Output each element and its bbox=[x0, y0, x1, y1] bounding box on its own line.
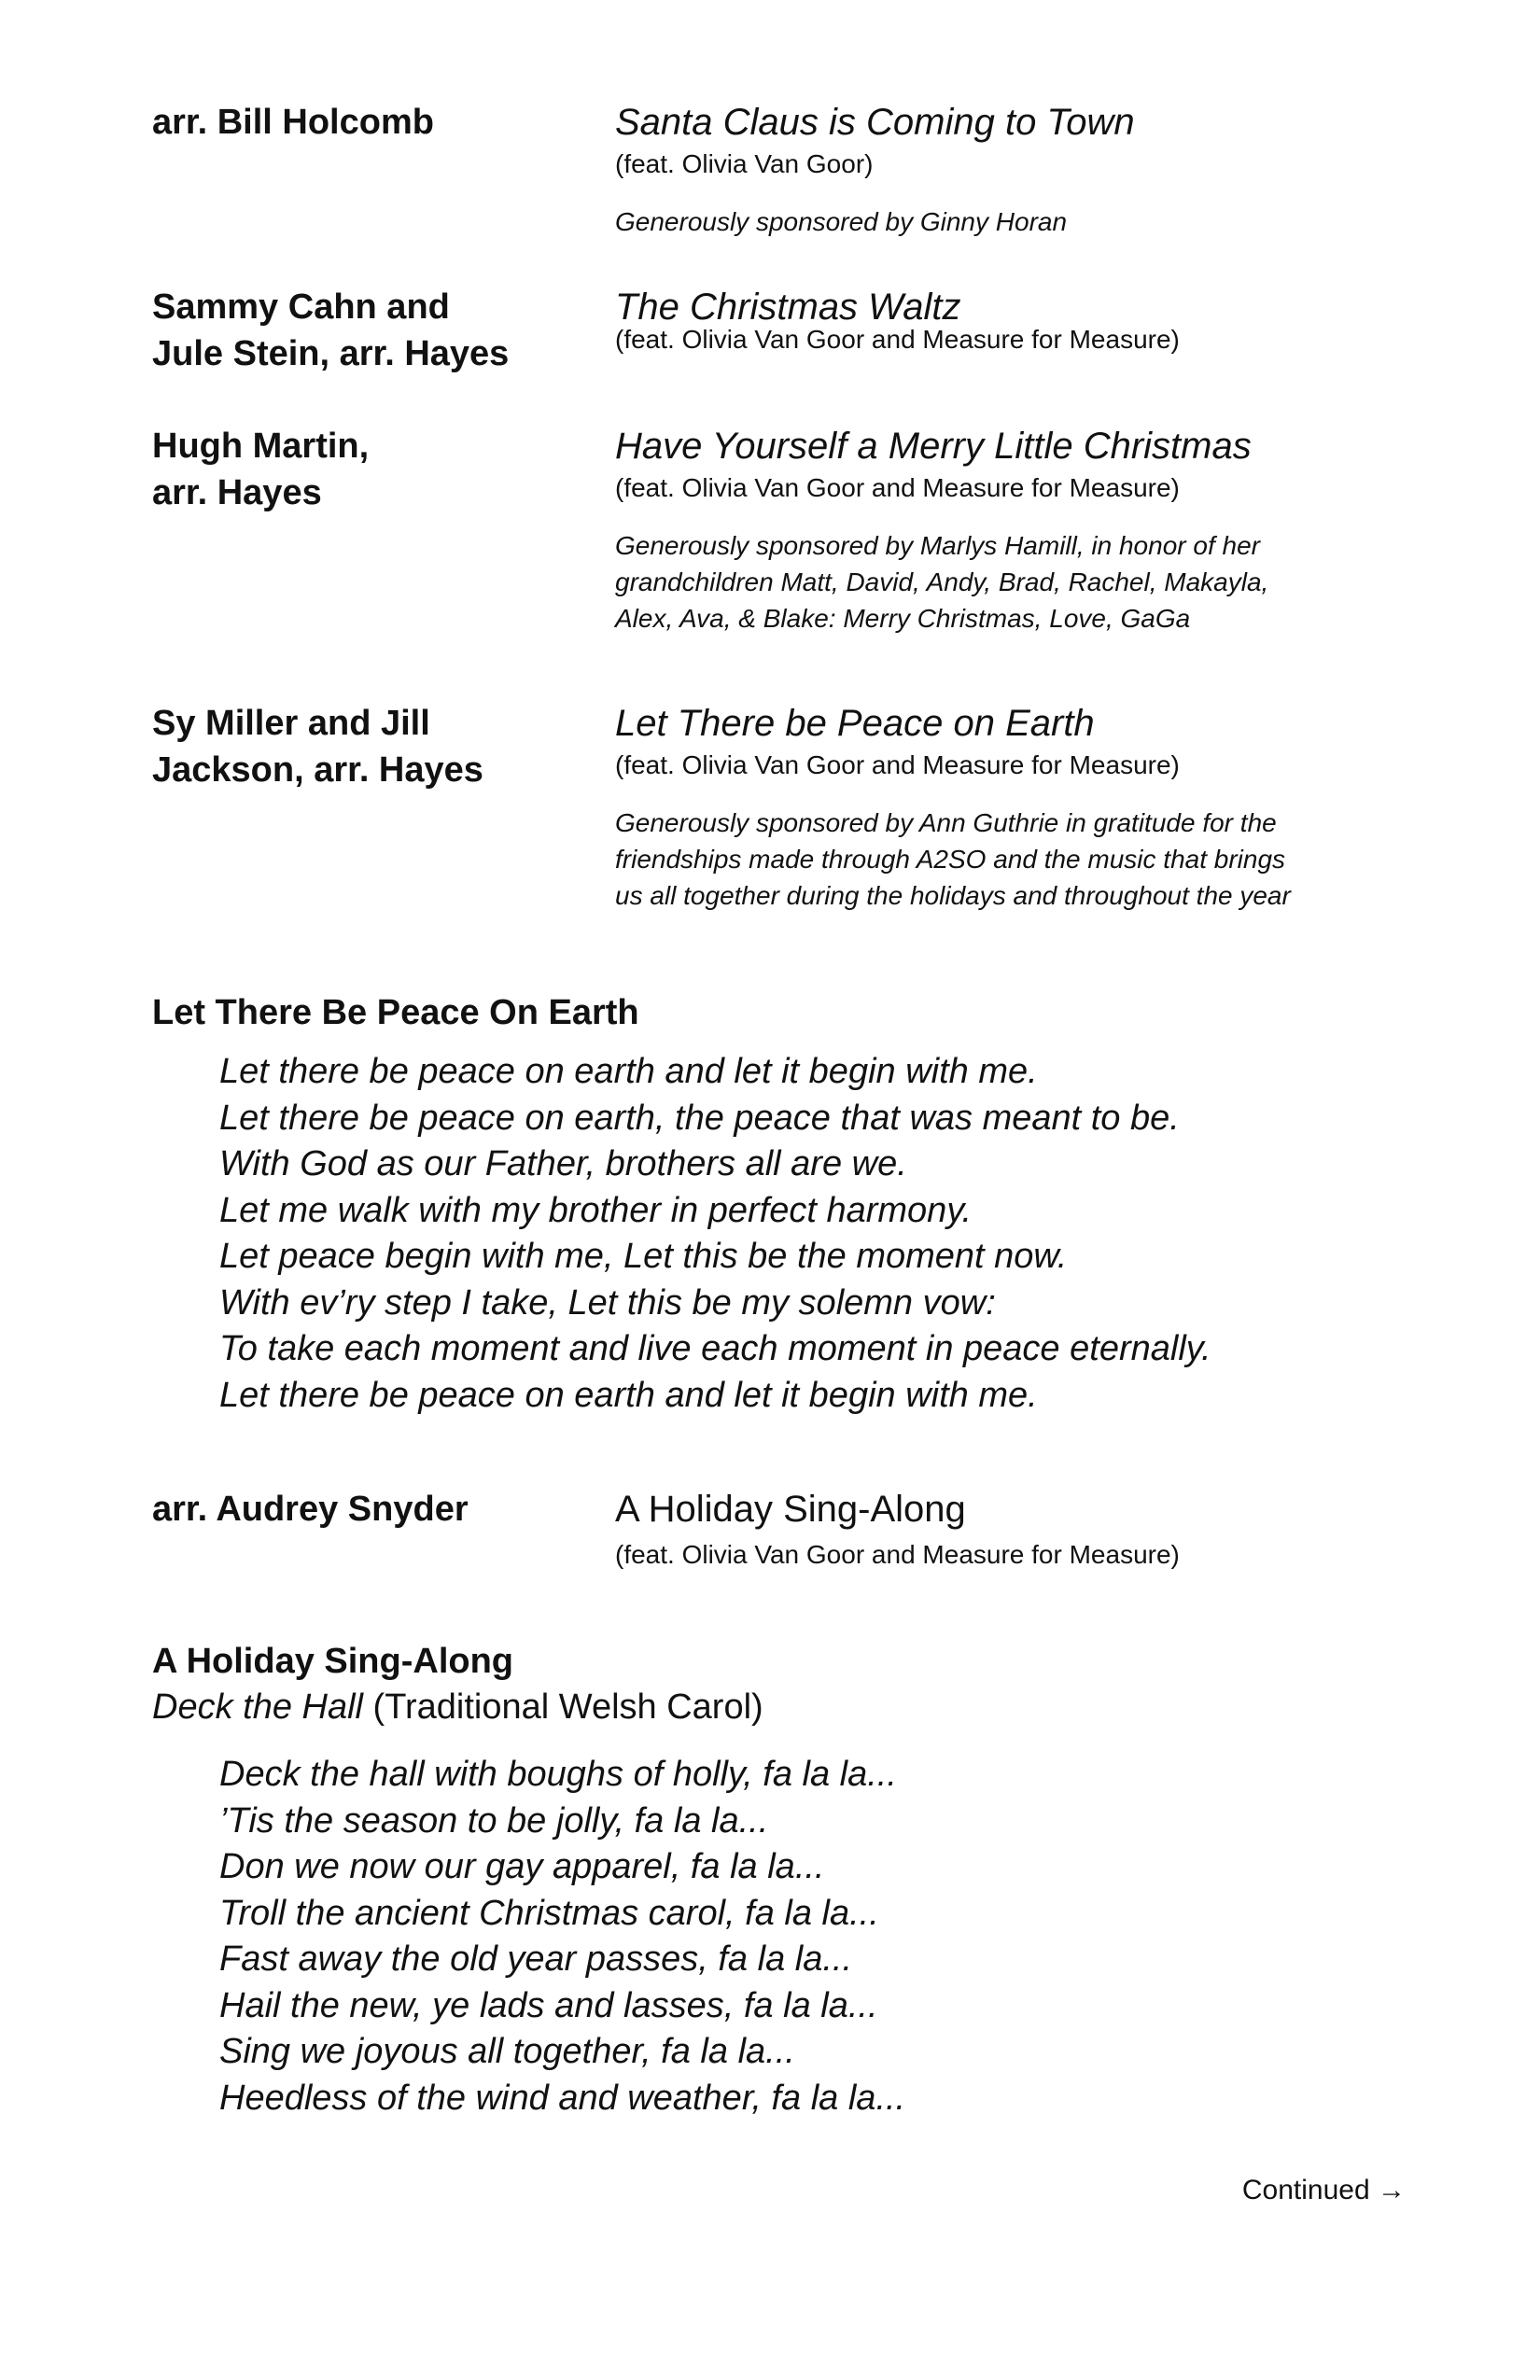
lyric-line: Don we now our gay apparel, fa la la... bbox=[219, 1847, 825, 1886]
lyric-line: ’Tis the season to be jolly, fa la la... bbox=[219, 1800, 769, 1841]
piece-info bbox=[615, 99, 1418, 240]
piece-title: Santa Claus is Coming to Town bbox=[615, 102, 1135, 143]
featured-performers: (feat. Olivia Van Goor) bbox=[615, 149, 874, 178]
composer-credit bbox=[152, 700, 600, 793]
lyric-line: Let there be peace on earth and let it begin with me. bbox=[219, 1052, 1038, 1091]
sponsor-note bbox=[615, 203, 1418, 240]
composer-line: Sammy Cahn and bbox=[152, 287, 450, 327]
composer-credit bbox=[152, 423, 600, 516]
sponsor-line: Generously sponsored by Marlys Hamill, in honor of her bbox=[615, 531, 1260, 560]
lyric-line: Let there be peace on earth, the peace that was meant to be. bbox=[219, 1098, 1180, 1138]
piece-info bbox=[615, 423, 1418, 637]
composer-line: arr. Audrey Snyder bbox=[152, 1490, 469, 1529]
lyrics-block bbox=[219, 1049, 1386, 1419]
featured-performers: (feat. Olivia Van Goor and Measure for Measure) bbox=[615, 325, 1180, 354]
featured-performers: (feat. Olivia Van Goor and Measure for Measure) bbox=[615, 1540, 1180, 1569]
lyric-line: Sing we joyous all together, fa la la... bbox=[219, 2032, 795, 2071]
lyric-line: To take each moment and live each moment in peace eternally. bbox=[219, 1329, 1211, 1368]
sponsor-note bbox=[615, 527, 1418, 637]
lyric-line: Fast away the old year passes, fa la la... bbox=[219, 1939, 853, 1979]
sponsor-line: Generously sponsored by Ann Guthrie in gratitude for the bbox=[615, 808, 1277, 837]
piece-title: A Holiday Sing-Along bbox=[615, 1489, 966, 1530]
sponsor-line: Generously sponsored by Ginny Horan bbox=[615, 207, 1068, 236]
sponsor-note bbox=[615, 805, 1418, 914]
lyric-line: Let there be peace on earth and let it begin with me. bbox=[219, 1375, 1038, 1415]
lyric-line: Troll the ancient Christmas carol, fa la la... bbox=[219, 1893, 879, 1933]
sponsor-line: Alex, Ava, & Blake: Merry Christmas, Love, GaGa bbox=[615, 604, 1191, 633]
lyric-line: Hail the new, ye lads and lasses, fa la la... bbox=[219, 1985, 878, 2025]
sponsor-line: grandchildren Matt, David, Andy, Brad, Rachel, Makayla, bbox=[615, 567, 1269, 596]
continued-label: Continued → bbox=[1241, 2175, 1406, 2205]
composer-line: arr. Bill Holcomb bbox=[152, 103, 434, 142]
song-origin: (Traditional Welsh Carol) bbox=[362, 1687, 763, 1727]
piece-info bbox=[615, 1486, 1418, 1572]
piece-title: The Christmas Waltz bbox=[615, 287, 961, 328]
composer-line: Jule Stein, arr. Hayes bbox=[152, 334, 510, 373]
lyric-line: Let peace begin with me, Let this be the moment now. bbox=[219, 1237, 1068, 1276]
lyric-line: With God as our Father, brothers all are we. bbox=[219, 1144, 907, 1183]
lyric-line: Deck the hall with boughs of holly, fa la la... bbox=[219, 1755, 897, 1794]
composer-credit bbox=[152, 99, 600, 146]
piece-title: Have Yourself a Merry Little Christmas bbox=[615, 426, 1252, 467]
lyric-line: Let me walk with my brother in perfect harmony. bbox=[219, 1190, 973, 1230]
composer-line: Sy Miller and Jill bbox=[152, 704, 430, 743]
composer-credit bbox=[152, 284, 600, 377]
song-title: Deck the Hall bbox=[152, 1687, 363, 1727]
piece-title: Let There be Peace on Earth bbox=[615, 703, 1095, 744]
lyric-line: With ev’ry step I take, Let this be my solemn vow: bbox=[219, 1282, 996, 1323]
composer-credit bbox=[152, 1486, 600, 1533]
sponsor-line: us all together during the holidays and throughout the year bbox=[615, 881, 1291, 910]
lyrics-heading: Let There Be Peace On Earth bbox=[152, 993, 639, 1032]
lyrics-block bbox=[219, 1752, 1386, 2121]
composer-line: Jackson, arr. Hayes bbox=[152, 750, 483, 790]
composer-line: Hugh Martin, bbox=[152, 427, 370, 466]
composer-line: arr. Hayes bbox=[152, 473, 322, 512]
sponsor-line: friendships made through A2SO and the music that brings bbox=[615, 845, 1286, 874]
featured-performers: (feat. Olivia Van Goor and Measure for Measure) bbox=[615, 473, 1180, 502]
lyric-line: Heedless of the wind and weather, fa la la... bbox=[219, 2078, 906, 2118]
singalong-heading: A Holiday Sing-Along bbox=[152, 1642, 514, 1681]
song-subheading bbox=[152, 1684, 763, 1730]
featured-performers: (feat. Olivia Van Goor and Measure for Measure) bbox=[615, 750, 1180, 779]
piece-info bbox=[615, 700, 1418, 914]
piece-info bbox=[615, 284, 1418, 357]
